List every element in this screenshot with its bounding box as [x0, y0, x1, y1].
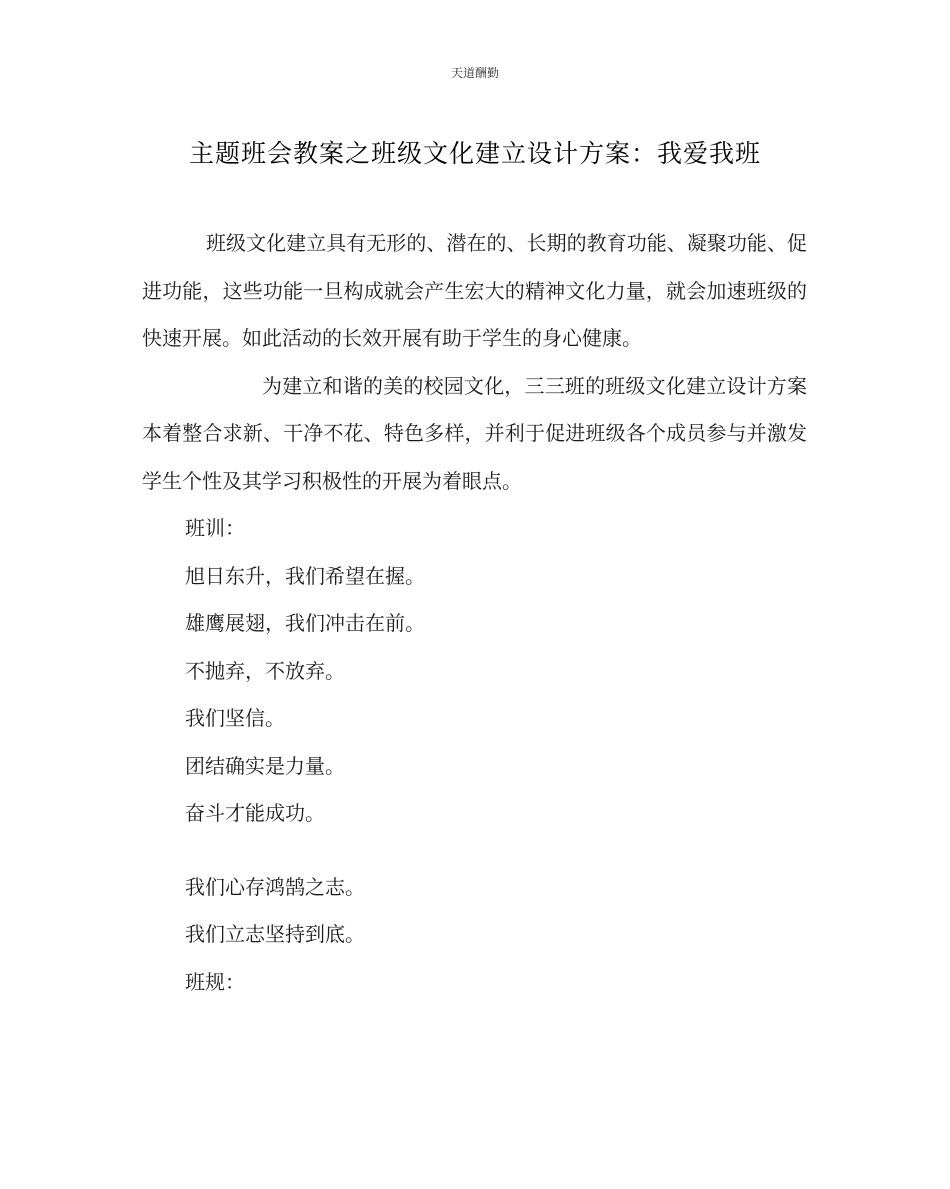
- motto-line: 我们心存鸿鹄之志。: [185, 874, 365, 899]
- motto-line: 不抛弃，不放弃。: [185, 658, 345, 683]
- motto-line: 团结确实是力量。: [185, 753, 345, 778]
- motto-line: 奋斗才能成功。: [185, 801, 325, 825]
- motto-line: 旭日东升，我们希望在握。: [185, 563, 425, 588]
- paragraph-plan: 为建立和谐的美的校园文化，三三班的班级文化建立设计方案本着整合求新、干净不花、特色多样，并利于促进班级各个成员参与并激发学生个性及其学习积极性的开展为着眼点。: [142, 373, 807, 493]
- header-note: 天道酬勤: [450, 66, 499, 80]
- document-title: 主题班会教案之班级文化建立设计方案：我爱我班: [188, 139, 761, 168]
- motto-label: 班训：: [185, 516, 245, 540]
- motto-line: 雄鹰展翅，我们冲击在前。: [185, 611, 425, 635]
- paragraph-intro: 班级文化建立具有无形的、潜在的、长期的教育功能、凝聚功能、促进功能，这些功能一旦构成就会产生宏大的精神文化力量，就会加速班级的快速开展。如此活动的长效开展有助于学生的身心健康。: [142, 231, 807, 350]
- motto-line: 我们坚信。: [185, 706, 285, 730]
- rules-label: 班规：: [185, 969, 245, 994]
- document-body: [142, 220, 807, 1006]
- motto-line: 我们立志坚持到底。: [185, 922, 365, 946]
